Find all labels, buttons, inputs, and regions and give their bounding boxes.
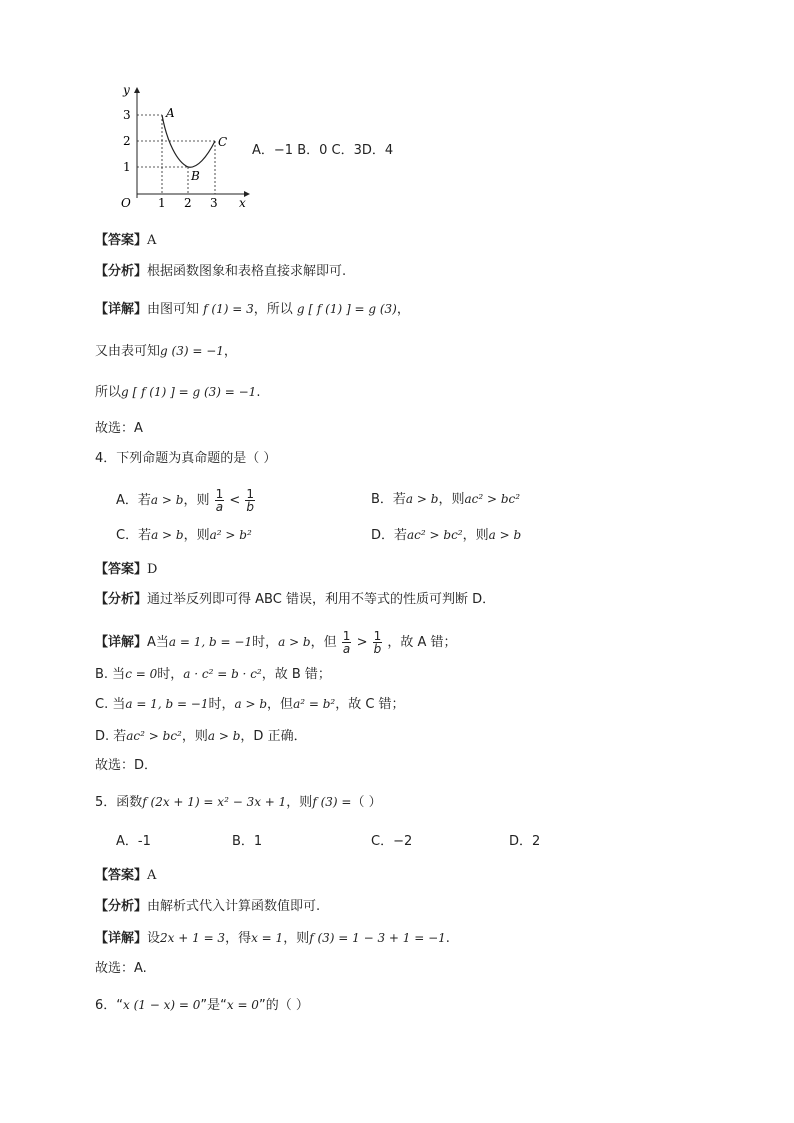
y-tick-3: 3 (123, 108, 131, 122)
fraction: $\frac{1}{a}$ (215, 487, 224, 514)
q5-analysis: 【分析】由解析式代入计算函数值即可. (95, 899, 321, 914)
q4-detail-a: 【详解】A当a = 1, b = −1时，a > b，但 $\frac{1}{a}$ > $\frac{1}{b}$ ，故 A 错； (95, 629, 457, 656)
q4-choose: 故选：D． (95, 758, 158, 773)
q3-options: A．−1 B．0 C．3D．4 (252, 143, 394, 158)
q5-option-c: C．−2 (371, 834, 413, 849)
point-c-label: C (218, 135, 228, 149)
q4-option-a: A．若a > b，则 $\frac{1}{a}$ < $\frac{1}{b}$ (116, 487, 255, 514)
q3-detail: 【详解】由图可知 f (1) = 3，所以 g [ f (1) ] = g (3)， (95, 302, 410, 317)
y-tick-1: 1 (123, 160, 131, 174)
point-a-label: A (166, 106, 175, 120)
y-tick-2: 2 (123, 134, 131, 148)
answer-value: A (147, 868, 157, 883)
origin-label: O (121, 196, 131, 210)
q3-choose: 故选：A (95, 421, 143, 436)
function-graph-figure (115, 82, 255, 212)
q4-answer (95, 561, 157, 579)
q5-option-d: D．2 (509, 834, 541, 849)
q5-option-b: B．1 (232, 834, 263, 849)
answer-tag: 【答案】 (95, 562, 148, 577)
q3-detail-line3: 所以g [ f (1) ] = g (3) = −1. (95, 385, 261, 400)
analysis-tag: 【分析】 (95, 592, 148, 607)
answer-tag: 【答案】 (95, 868, 148, 883)
q5-detail: 【详解】设2x + 1 = 3，得x = 1，则f (3) = 1 − 3 + 1 = −1. (95, 931, 450, 946)
q4-option-d: D．若ac² > bc²，则a > b (371, 528, 522, 543)
fraction: $\frac{1}{b}$ (246, 487, 255, 514)
y-axis-label: y (123, 83, 130, 97)
q4-detail-c: C. 当a = 1, b = −1时，a > b，但a² = b²，故 C 错； (95, 697, 405, 712)
detail-tag: 【详解】 (95, 302, 148, 317)
q4-option-b: B．若a > b，则ac² > bc² (371, 492, 521, 507)
detail-tag: 【详解】 (95, 931, 148, 946)
q4-analysis: 【分析】通过举反列即可得 ABC 错误，利用不等式的性质可判断 D． (95, 592, 496, 607)
answer-value: D (147, 562, 158, 577)
q4-detail-d: D. 若ac² > bc²，则a > b，D 正确． (95, 729, 307, 744)
q4-option-c: C．若a > b，则a² > b² (116, 528, 252, 543)
q3-answer (95, 232, 156, 250)
q3-detail-line2: 又由表可知g (3) = −1， (95, 344, 237, 359)
q4-detail-b: B. 当c = 0时，a · c² = b · c²，故 B 错； (95, 667, 331, 682)
q5-stem: 5．函数f (2x + 1) = x² − 3x + 1，则f (3) =（ ） (95, 795, 382, 810)
q5-answer (95, 867, 156, 885)
x-axis-label: x (239, 196, 246, 210)
x-tick-3: 3 (210, 196, 218, 210)
q5-option-a: A．-1 (116, 834, 151, 849)
point-b-label: B (191, 169, 200, 183)
answer-value: A (147, 233, 157, 248)
q6-stem: 6．“x (1 − x) = 0”是“x = 0”的（ ） (95, 998, 309, 1013)
detail-tag: 【详解】 (95, 635, 148, 650)
fraction: $\frac{1}{a}$ (342, 629, 351, 656)
x-tick-1: 1 (158, 196, 166, 210)
x-tick-2: 2 (184, 196, 192, 210)
q3-analysis: 【分析】根据函数图象和表格直接求解即可. (95, 264, 347, 279)
q5-choose: 故选：A. (95, 961, 147, 976)
fraction: $\frac{1}{b}$ (373, 629, 382, 656)
q4-stem: 4．下列命题为真命题的是（ ） (95, 451, 277, 466)
analysis-tag: 【分析】 (95, 899, 148, 914)
analysis-tag: 【分析】 (95, 264, 148, 279)
answer-tag: 【答案】 (95, 233, 148, 248)
